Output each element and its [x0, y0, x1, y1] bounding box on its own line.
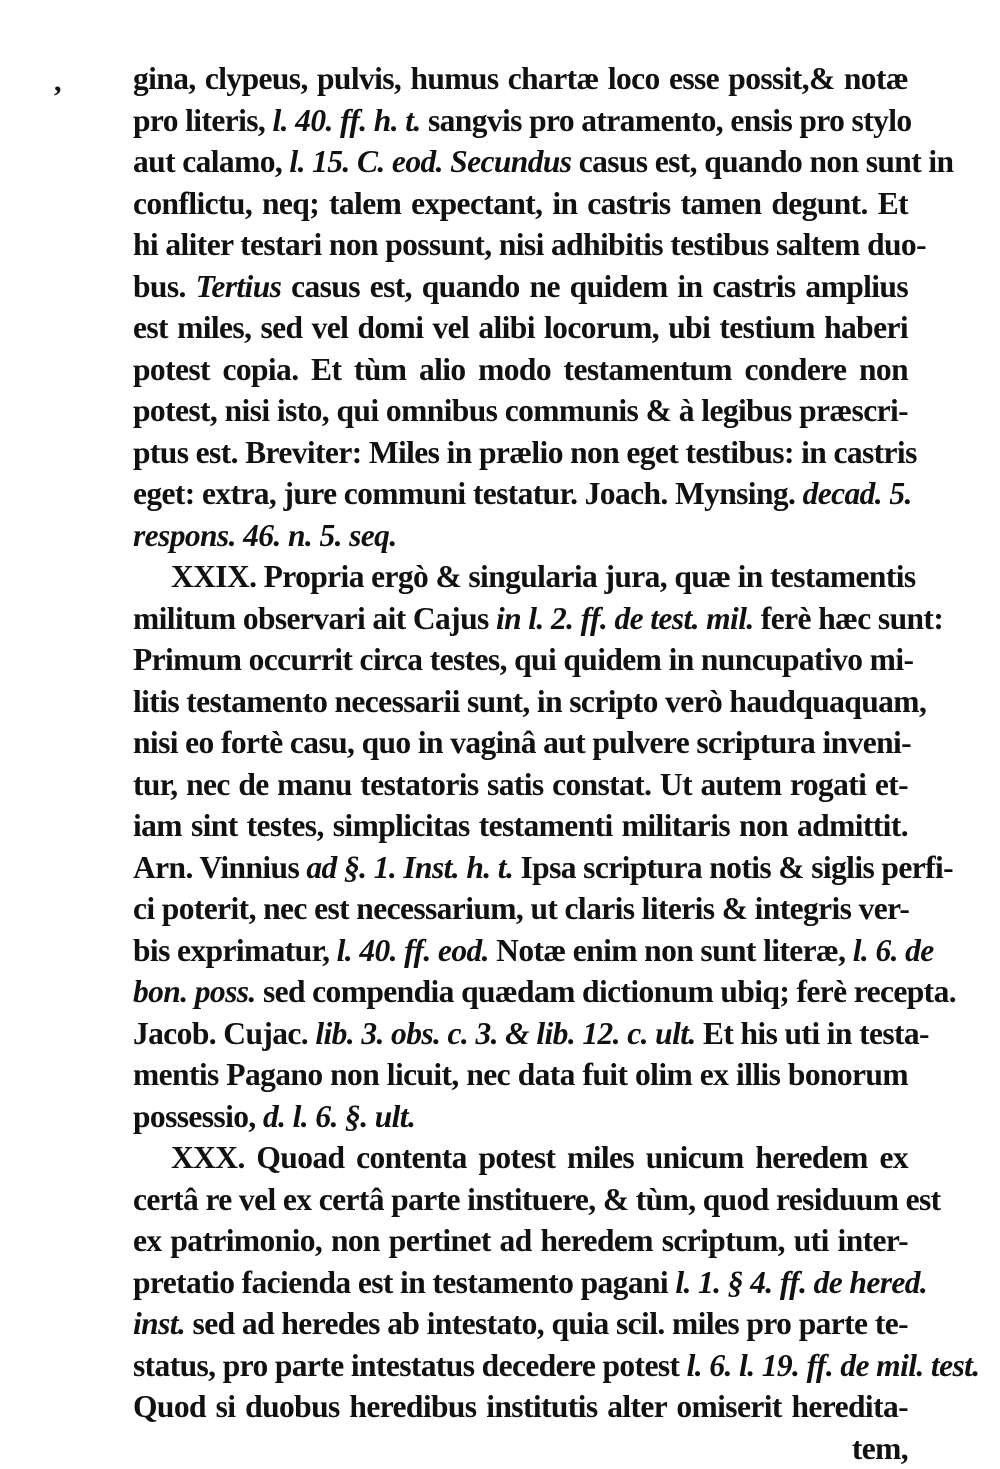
- line-text: tur, nec de manu testatoris satis constat. Ut autem rogati et-: [133, 767, 908, 802]
- text-line: [133, 930, 908, 972]
- text-line: [133, 598, 908, 640]
- line-text: status, pro parte intestatus decedere potest: [133, 1348, 687, 1383]
- line-text: conflictu, neq; talem expectant, in castris tamen degunt. Et: [133, 186, 908, 221]
- line-text: militum observari ait Cajus: [133, 601, 496, 636]
- line-text: ferè hæc sunt:: [754, 601, 944, 636]
- line-text: ptus est. Breviter: Miles in prælio non eget testibus: in castris: [133, 435, 917, 470]
- line-text: possessio,: [133, 1099, 263, 1134]
- text-line: [133, 681, 908, 723]
- citation-text: in l. 2. ff. de test. mil.: [496, 601, 754, 636]
- text-line: [133, 1303, 908, 1345]
- line-text: mentis Pagano non licuit, nec data fuit olim ex illis bonorum: [133, 1057, 908, 1092]
- text-line: [133, 639, 908, 681]
- text-line: [133, 307, 908, 349]
- line-text: sangvis pro atramento, ensis pro stylo: [421, 103, 912, 138]
- line-text: casus est, quando non sunt in: [571, 144, 953, 179]
- margin-mark: ,: [54, 62, 62, 102]
- text-line: [133, 805, 908, 847]
- text-line: [133, 432, 908, 474]
- text-line: [133, 722, 908, 764]
- line-text: XXX. Quoad contenta potest miles unicum heredem ex: [171, 1140, 908, 1175]
- line-text: potest, nisi isto, qui omnibus communis & à legibus præscri-: [133, 393, 908, 428]
- line-text: est miles, sed vel domi vel alibi locorum, ubi testium haberi: [133, 310, 908, 345]
- line-text: potest copia. Et tùm alio modo testamentum condere non: [133, 352, 908, 387]
- text-line: [133, 971, 908, 1013]
- line-text: sed ad heredes ab intestato, quia scil. miles pro parte te-: [185, 1306, 908, 1341]
- text-line: [133, 349, 908, 391]
- citation-text: l. 40. ff. eod.: [337, 933, 489, 968]
- line-text: casus est, quando ne quidem in castris amplius: [281, 269, 908, 304]
- line-text: aut calamo,: [133, 144, 289, 179]
- text-line: [133, 515, 908, 557]
- text-line: [133, 1262, 908, 1304]
- line-text: Jacob. Cujac.: [133, 1016, 315, 1051]
- text-line: [133, 1137, 908, 1179]
- text-line: [133, 58, 908, 100]
- text-line: [133, 1220, 908, 1262]
- text-line: [133, 1096, 908, 1138]
- body-text: [133, 58, 908, 1469]
- citation-text: bon. poss.: [133, 974, 256, 1009]
- line-text: iam sint testes, simplicitas testamenti militaris non admittit.: [133, 808, 908, 843]
- line-text: Notæ enim non sunt literæ,: [489, 933, 853, 968]
- text-line: [133, 224, 908, 266]
- line-text: eget: extra, jure communi testatur. Joach. Mynsing.: [133, 476, 803, 511]
- line-text: pro literis,: [133, 103, 272, 138]
- line-text: gina, clypeus, pulvis, humus chartæ loco esse possit,& notæ: [133, 61, 908, 96]
- text-line: [133, 1013, 908, 1055]
- line-text: Primum occurrit circa testes, qui quidem in nuncupativo mi-: [133, 642, 913, 677]
- line-text: ci poterit, nec est necessarium, ut claris literis & integris ver-: [133, 891, 909, 926]
- line-text: bis exprimatur,: [133, 933, 337, 968]
- text-line: [133, 1345, 908, 1387]
- line-text: hi aliter testari non possunt, nisi adhibitis testibus saltem duo-: [133, 227, 926, 262]
- text-line: [133, 100, 908, 142]
- text-line: [133, 1179, 908, 1221]
- citation-text: l. 6. de: [853, 933, 934, 968]
- citation-text: decad. 5.: [803, 476, 912, 511]
- text-line: [133, 1386, 908, 1428]
- citation-text: l. 6. l. 19. ff. de mil. test.: [687, 1348, 980, 1383]
- line-text: ex patrimonio, non pertinet ad heredem scriptum, uti inter-: [133, 1223, 908, 1258]
- text-line: [133, 847, 908, 889]
- citation-text: l. 15. C. eod.: [289, 144, 442, 179]
- text-line: [133, 1428, 908, 1469]
- line-text: sed compendia quædam dictionum ubiq; ferè recepta.: [256, 974, 956, 1009]
- text-line: [133, 141, 908, 183]
- line-text: bus.: [133, 269, 196, 304]
- text-line: [133, 390, 908, 432]
- citation-text: Tertius: [196, 269, 282, 304]
- text-line: [133, 183, 908, 225]
- line-text: litis testamento necessarii sunt, in scripto verò haudquaquam,: [133, 684, 926, 719]
- citation-text: l. 40. ff. h. t.: [272, 103, 420, 138]
- line-text: Ipsa scriptura notis & siglis perfi-: [513, 850, 953, 885]
- line-text: Quod si duobus heredibus institutis alter omiserit heredita-: [133, 1389, 908, 1424]
- citation-text: Secundus: [450, 144, 571, 179]
- text-line: [133, 473, 908, 515]
- citation-text: ad §. 1. Inst. h. t.: [306, 850, 513, 885]
- citation-text: l. 1. § 4. ff. de hered.: [675, 1265, 927, 1300]
- line-text: Et his uti in testa-: [696, 1016, 929, 1051]
- line-text: nisi eo fortè casu, quo in vaginâ aut pulvere scriptura inveni-: [133, 725, 911, 760]
- line-text: tem,: [852, 1431, 908, 1466]
- text-line: [133, 266, 908, 308]
- citation-text: respons. 46. n. 5. seq.: [133, 518, 397, 553]
- line-text: XXIX. Propria ergò & singularia jura, quæ in testamentis: [171, 559, 916, 594]
- text-line: [133, 1054, 908, 1096]
- citation-text: d. l. 6. §. ult.: [263, 1099, 415, 1134]
- line-text: pretatio facienda est in testamento pagani: [133, 1265, 675, 1300]
- line-text: certâ re vel ex certâ parte instituere, & tùm, quod residuum est: [133, 1182, 941, 1217]
- citation-text: inst.: [133, 1306, 185, 1341]
- line-text: Arn. Vinnius: [133, 850, 306, 885]
- text-line: [133, 764, 908, 806]
- citation-text: lib. 3. obs. c. 3. & lib. 12. c. ult.: [315, 1016, 695, 1051]
- text-line: [133, 556, 908, 598]
- text-line: [133, 888, 908, 930]
